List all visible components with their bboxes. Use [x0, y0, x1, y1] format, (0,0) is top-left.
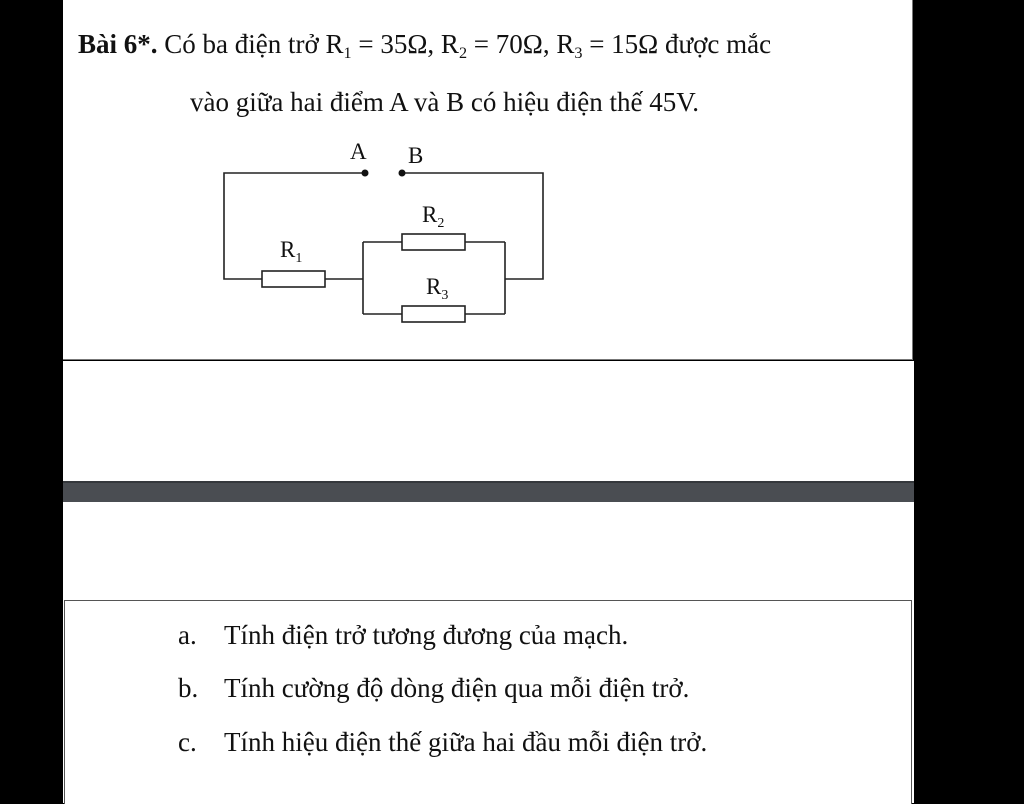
terminal-a-dot — [362, 170, 369, 177]
question-item-a — [178, 620, 628, 651]
blank-panel — [63, 361, 914, 481]
circuit-diagram — [210, 130, 560, 330]
question-item-c — [178, 727, 707, 758]
problem-label: Bài 6*. — [78, 29, 158, 59]
problem-tail: được mắc — [664, 29, 772, 59]
divider-bar — [63, 481, 914, 504]
question-text: Tính điện trở tương đương của mạch. — [224, 620, 629, 650]
question-marker: c. — [178, 727, 197, 757]
resistor-r1 — [262, 271, 325, 287]
r2-symbol: $R_2$ — [440, 29, 468, 62]
resistor-r3 — [402, 306, 465, 322]
label-r3: $R_3$ — [426, 274, 449, 303]
question-text: Tính cường độ dòng điện qua mỗi điện trở. — [224, 673, 690, 703]
problem-line-2: vào giữa hai điểm A và B có hiệu điện thế 45V. — [190, 87, 700, 117]
label-a: A — [350, 139, 367, 164]
r1-value: = 35Ω, — [358, 29, 435, 59]
terminal-b-dot — [399, 170, 406, 177]
r1-symbol: $R_1$ — [325, 29, 352, 62]
question-item-b — [178, 673, 689, 704]
label-r1: $R_1$ — [280, 237, 303, 266]
r3-value: = 15Ω — [589, 29, 659, 59]
question-text: Tính hiệu điện thế giữa hai đầu mỗi điện trở. — [224, 727, 708, 757]
label-b: B — [408, 143, 424, 168]
r2-value: = 70Ω, — [473, 29, 550, 59]
r3-symbol: $R_3$ — [556, 29, 583, 62]
problem-line-1 — [78, 29, 771, 60]
question-marker: a. — [178, 620, 197, 650]
question-marker: b. — [178, 673, 199, 703]
resistor-r2 — [402, 234, 465, 250]
label-r2: $R_2$ — [422, 202, 445, 231]
problem-intro: Có ba điện trở — [164, 29, 319, 59]
